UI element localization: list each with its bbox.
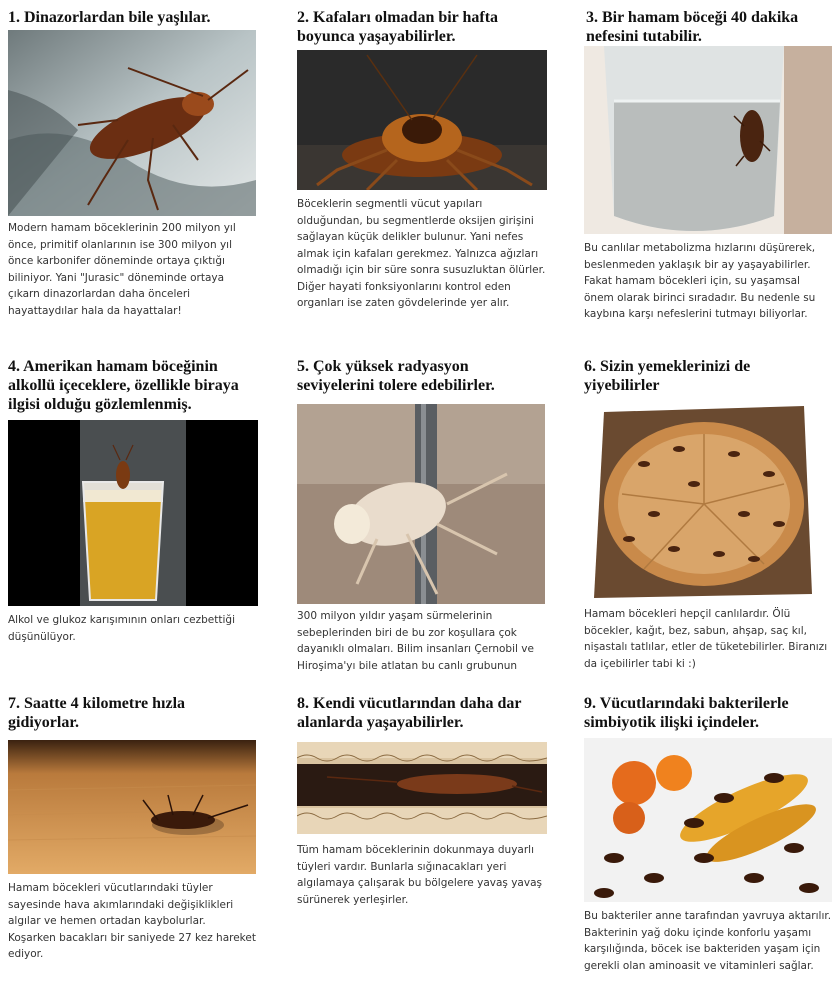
fact-title: 2. Kafaları olmadan bir hafta boyunca yaşayabilirler. xyxy=(297,9,499,45)
fact-text-3: Bu canlılar metabolizma hızlarını düşürerek, beslenmeden yaklaşık bir ay yaşayabilirler. Fakat hamam böcekleri için, su yaşamsal önem olarak birinci sıradadır. Bu nedenle su kaybına karşı nefeslerini tutmayı biliyorlar. xyxy=(584,242,816,320)
fact-card-7 xyxy=(8,694,268,732)
fact-image-7 xyxy=(8,740,256,874)
fact-title: 1. Dinazorlardan bile yaşlılar. xyxy=(8,9,211,26)
fact-image-9 xyxy=(584,738,832,902)
fact-text-5: 300 milyon yıldır yaşam sürmelerinin sebeplerinden biri de bu zor koşullara çok dayanıklı olmaları. Bilim insanları Çernobil ve Hiroşima'yı bile atlatan bu canlı grubunun xyxy=(297,610,534,672)
fact-text-7: Hamam böcekleri vücutlarındaki tüyler sayesinde hava akımlarındaki değişiklikleri algılar ve hemen ortadan kaybolurlar. Koşarken bacakları bir saniyede 27 kez hareket ediyor. xyxy=(8,882,256,960)
fact-card-2 xyxy=(297,8,557,46)
fact-card-1 xyxy=(8,8,268,27)
fact-title: 5. Çok yüksek radyasyon seviyelerini tolere edebilirler. xyxy=(297,358,495,394)
fact-title: 3. Bir hamam böceği 40 dakika nefesini tutabilir. xyxy=(586,9,799,45)
fact-title: 6. Sizin yemeklerinizi de yiyebilirler xyxy=(584,358,751,394)
fact-card-5 xyxy=(297,357,557,395)
fact-text-9: Bu bakteriler anne tarafından yavruya aktarılır. Bakterinin yağ doku içinde konforlu yaşamı karşılığında, böcek ise bakteriden yaşam için gerekli olan aminoasit ve vitaminleri sağlar. xyxy=(584,910,832,972)
fact-image-3 xyxy=(584,46,832,234)
fact-text-8: Tüm hamam böceklerinin dokunmaya duyarlı tüyleri vardır. Bunlarla sığınacakları yeri algılamaya çalışarak bu bölgelere yavaş yavaş sürünerek yerleşirler. xyxy=(297,844,542,906)
fact-text-4: Alkol ve glukoz karışımının onları cezbettiği düşünülüyor. xyxy=(8,614,235,643)
fact-text-6: Hamam böcekleri hepçil canlılardır. Ölü böcekler, kağıt, bez, sabun, ahşap, saç kıl, nişastalı tatlılar, etler de tüketebilirler. Biranızı da içebilirler tabi ki :) xyxy=(584,608,828,670)
fact-card-8 xyxy=(297,694,557,732)
fact-card-6 xyxy=(584,357,840,395)
fact-image-8 xyxy=(297,742,547,834)
fact-card-3 xyxy=(586,8,840,46)
fact-text-2: Böceklerin segmentli vücut yapıları olduğundan, bu segmentlerde oksijen girişini sağlayan küçük delikler bulunur. Yani nefes almak için kafaları gerekmez. Yalnızca ağızları olmadığı için bir süre sonra susuzluktan ölürler. Diğer hayati fonksiyonlarını kontrol eden organları ise zaten gövdelerinde yer alır. xyxy=(297,198,546,309)
fact-image-4 xyxy=(8,420,258,606)
fact-title: 8. Kendi vücutlarından daha dar alanlarda yaşayabilirler. xyxy=(297,695,522,731)
fact-title: 9. Vücutlarındaki bakterilerle simbiyotik ilişki içindeler. xyxy=(584,695,789,731)
fact-image-5 xyxy=(297,404,545,604)
fact-image-1 xyxy=(8,30,256,216)
fact-image-6 xyxy=(584,404,832,602)
fact-image-2 xyxy=(297,50,547,190)
fact-card-4 xyxy=(8,357,268,414)
fact-card-9 xyxy=(584,694,840,732)
fact-text-1: Modern hamam böceklerinin 200 milyon yıl önce, primitif olanlarının ise 300 milyon yıl önce karbonifer döneminde ortaya çıktığı biliniyor. Yani "Jurasic" döneminde ortaya çıkarn dinazorlardan daha önceleri hayattaydılar hala da hayattalar! xyxy=(8,222,236,317)
fact-title: 7. Saatte 4 kilometre hızla gidiyorlar. xyxy=(8,695,186,731)
fact-title: 4. Amerikan hamam böceğinin alkollü içeceklere, özellikle biraya ilgisi olduğu gözlemlenmiş. xyxy=(8,358,239,413)
